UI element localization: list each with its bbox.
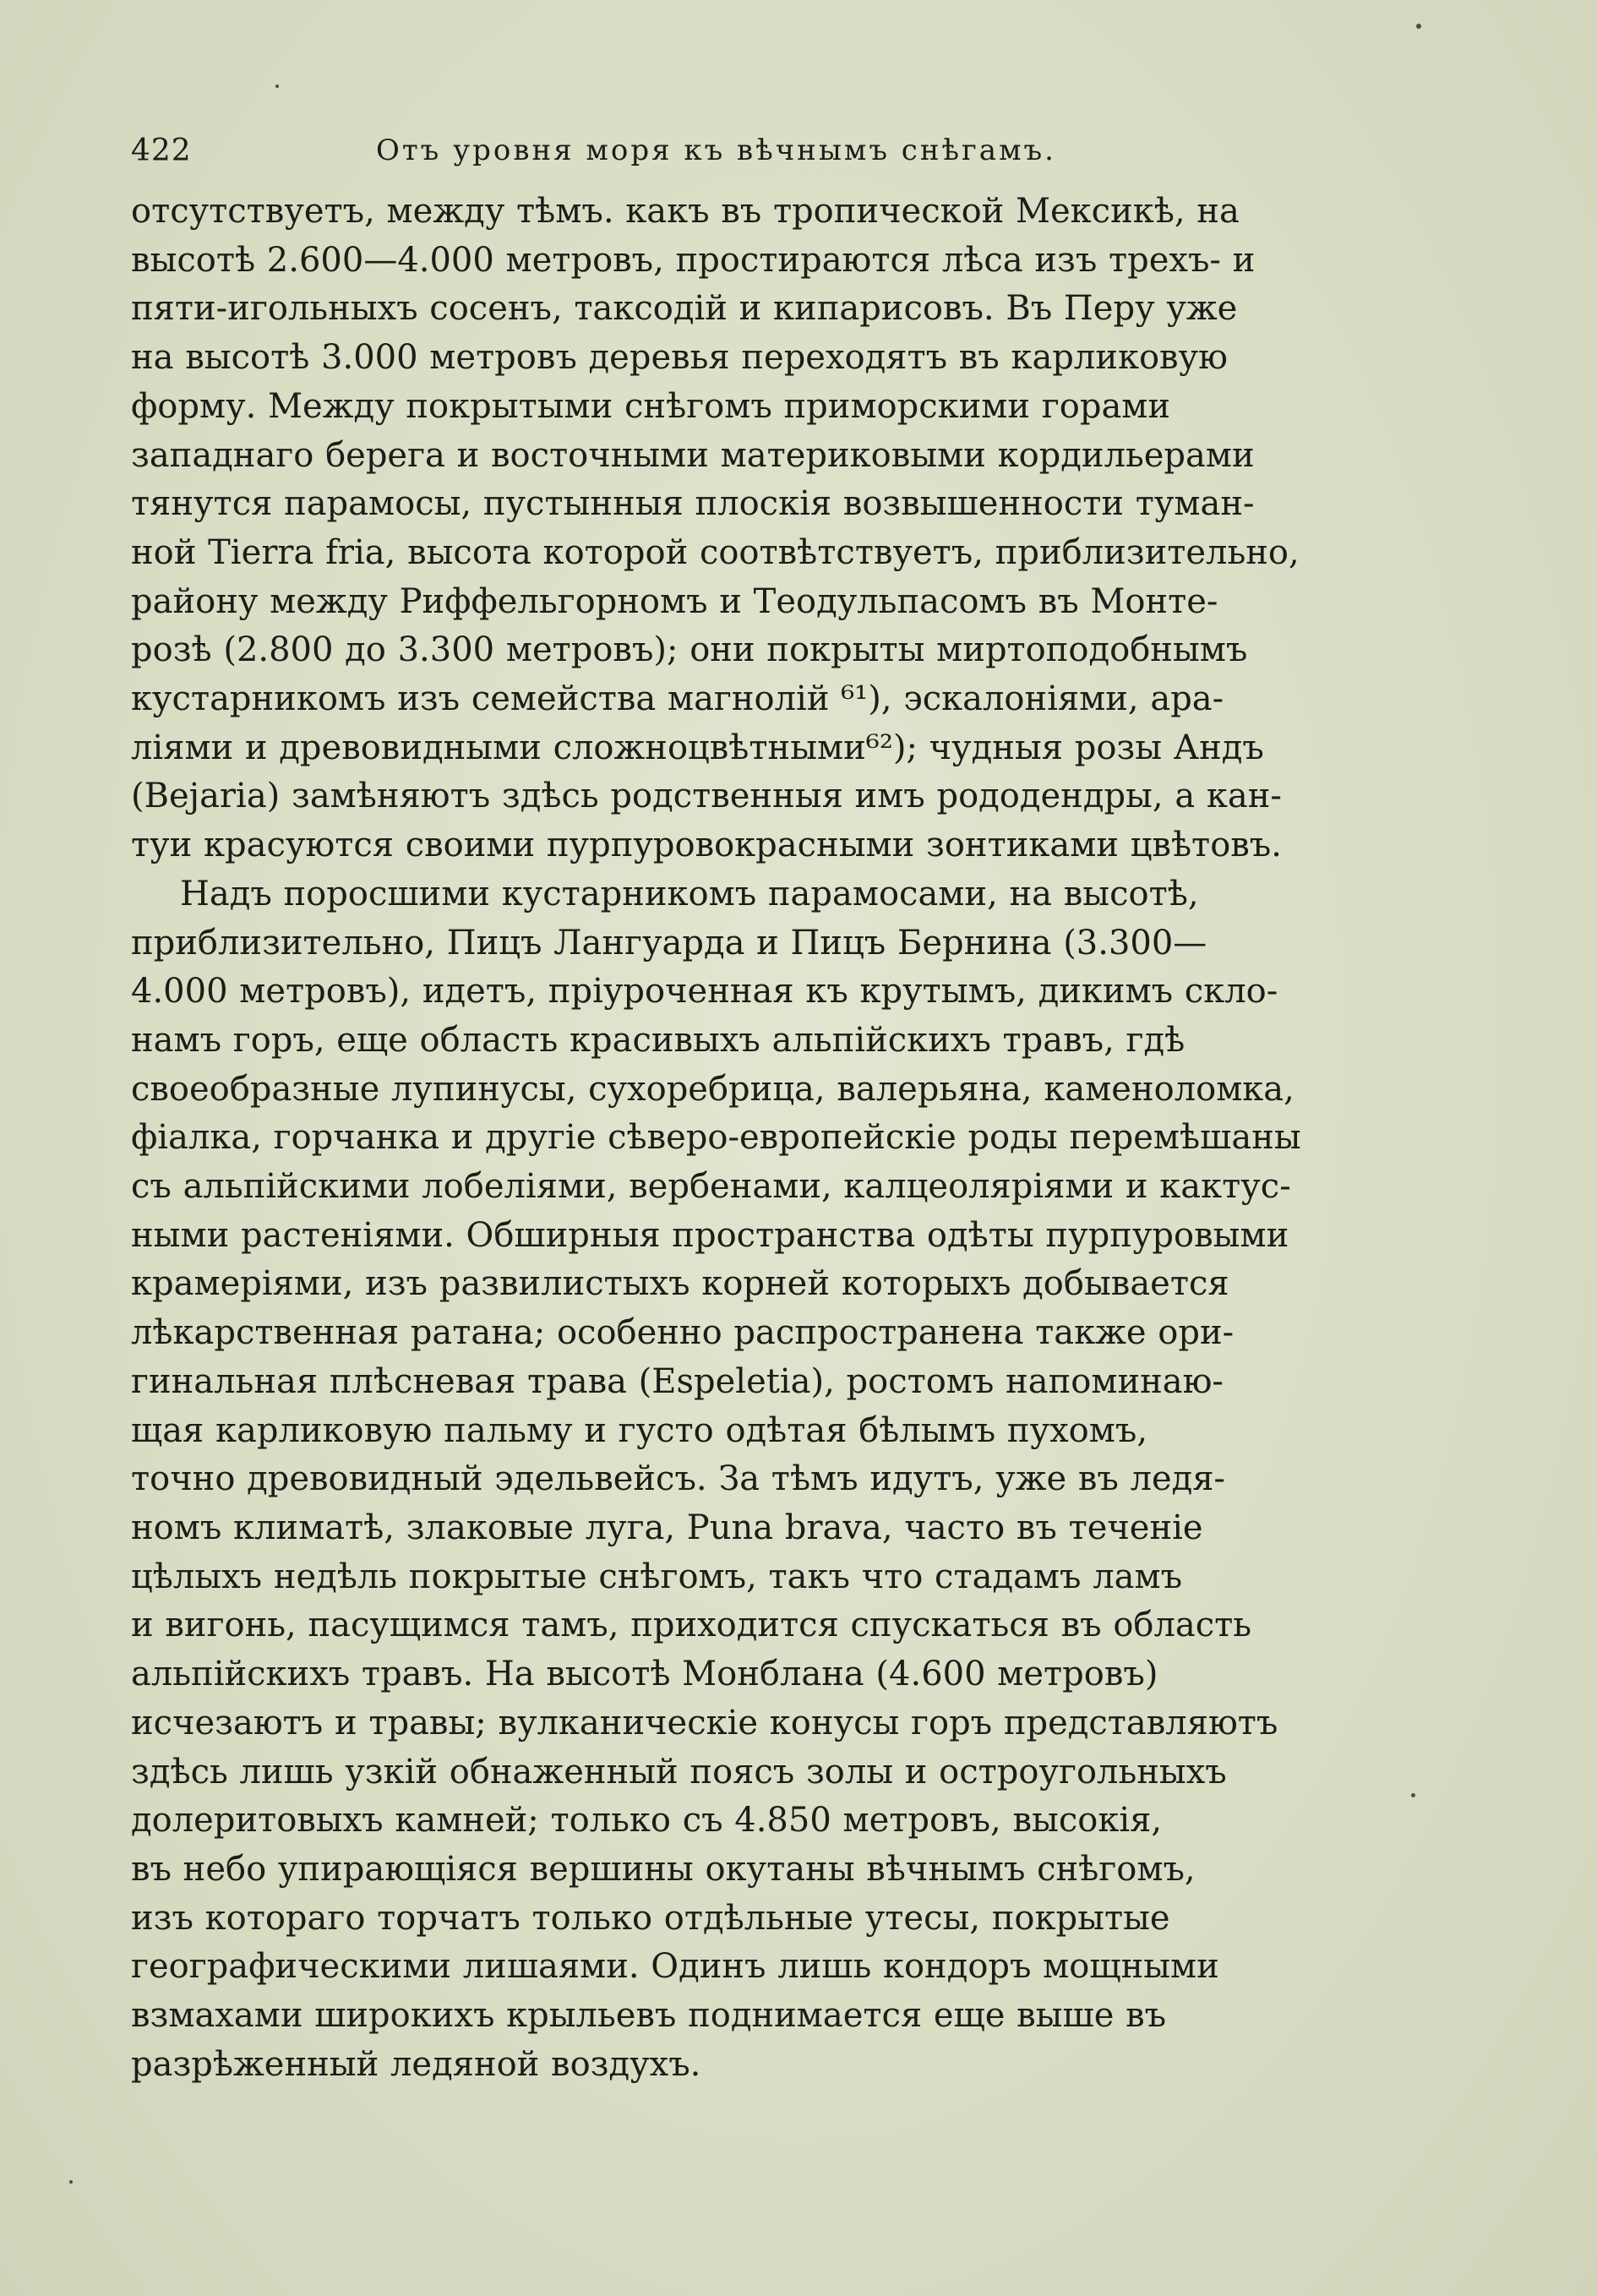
paragraph-1 — [131, 188, 1390, 870]
text-line: исчезаютъ и травы; вулканическіе конусы горъ представляютъ — [131, 1703, 1278, 1742]
text-line: долеритовыхъ камней; только съ 4.850 метровъ, высокія, — [131, 1801, 1163, 1841]
text-line: (Bejaria) замѣняютъ здѣсь родственныя имъ рододендры, а кан- — [131, 777, 1282, 816]
text-line: отсутствуетъ, между тѣмъ. какъ въ тропической Мексикѣ, на — [131, 192, 1240, 231]
text-line: съ альпійскими лобеліями, вербенами, калцеоляріями и кактус- — [131, 1167, 1291, 1207]
text-line: приблизительно, Пицъ Лангуарда и Пицъ Бернина (3.300— — [131, 923, 1207, 963]
running-title: Отъ уровня моря къ вѣчнымъ снѣгамъ. — [376, 134, 1056, 167]
text-line: высотѣ 2.600—4.000 метровъ, простираются лѣса изъ трехъ- и — [131, 240, 1256, 280]
text-line: на высотѣ 3.000 метровъ деревья переходятъ въ карликовую — [131, 338, 1228, 378]
page-number: 422 — [131, 134, 192, 168]
text-line: ными растеніями. Обширныя пространства одѣты пурпуровыми — [131, 1215, 1289, 1255]
text-line: и вигонь, пасущимся тамъ, приходится спускаться въ область — [131, 1606, 1252, 1645]
text-line: 4.000 метровъ), идетъ, пріуроченная къ крутымъ, дикимъ скло- — [131, 972, 1278, 1012]
text-line: фіалка, горчанка и другіе сѣверо-европейскіе роды перемѣшаны — [131, 1118, 1301, 1158]
text-line: гинальная плѣсневая трава (Espeletia), ростомъ напоминаю- — [131, 1361, 1224, 1401]
text-line: щая карликовую пальму и густо одѣтая бѣлымъ пухомъ, — [131, 1410, 1148, 1450]
paper-speck — [275, 85, 279, 88]
text-line: альпійскихъ травъ. На высотѣ Монблана (4.600 метровъ) — [131, 1655, 1158, 1694]
text-line: лѣкарственная ратана; особенно распространена также ори- — [131, 1313, 1235, 1353]
paper-speck — [1416, 24, 1421, 29]
text-line: ліями и древовидными сложноцвѣтными⁶²); чудныя розы Андъ — [131, 728, 1264, 767]
text-line: разрѣженный ледяной воздухъ. — [131, 2044, 701, 2084]
paper-speck — [1411, 1793, 1415, 1797]
paper-speck — [69, 2180, 73, 2184]
text-line: крамеріями, изъ развилистыхъ корней которыхъ добывается — [131, 1264, 1229, 1304]
text-line: ной Tierra fria, высота которой соотвѣтствуетъ, приблизительно, — [131, 532, 1300, 572]
text-line: въ небо упирающіяся вершины окутаны вѣчнымъ снѣгомъ, — [131, 1849, 1196, 1889]
text-line: здѣсь лишь узкій обнаженный поясъ золы и остроугольныхъ — [131, 1752, 1227, 1792]
text-line: географическими лишаями. Одинъ лишь кондоръ мощными — [131, 1947, 1219, 1987]
text-line: намъ горъ, еще область красивыхъ альпійскихъ травъ, гдѣ — [131, 1020, 1185, 1060]
text-line: тянутся парамосы, пустынныя плоскія возвышенности туман- — [131, 484, 1255, 524]
body-text — [131, 188, 1390, 2089]
text-line: форму. Между покрытыми снѣгомъ приморскими горами — [131, 386, 1171, 426]
text-line: взмахами широкихъ крыльевъ поднимается еще выше въ — [131, 1996, 1167, 2036]
text-line: своеобразные лупинусы, сухоребрица, валерьяна, каменоломка, — [131, 1069, 1294, 1109]
text-line: кустарникомъ изъ семейства магнолій ⁶¹), эскалоніями, ара- — [131, 679, 1224, 719]
text-line: розѣ (2.800 до 3.300 метровъ); они покрыты миртоподобнымъ — [131, 630, 1248, 670]
text-line: району между Риффельгорномъ и Теодульпасомъ въ Монте- — [131, 581, 1218, 621]
paragraph-2 — [131, 870, 1390, 2090]
text-line: изъ котораго торчатъ только отдѣльные утесы, покрытые — [131, 1898, 1170, 1938]
text-line: точно древовидный эдельвейсъ. За тѣмъ идутъ, уже въ ледя- — [131, 1459, 1226, 1499]
text-line: цѣлыхъ недѣль покрытые снѣгомъ, такъ что стадамъ ламъ — [131, 1557, 1183, 1596]
text-line: Надъ поросшими кустарникомъ парамосами, на высотѣ, — [180, 874, 1199, 913]
page-header — [131, 127, 1390, 177]
text-line: номъ климатѣ, злаковые луга, Puna brava, часто въ теченіе — [131, 1508, 1203, 1547]
text-line: пяти-игольныхъ сосенъ, таксодій и кипарисовъ. Въ Перу уже — [131, 289, 1238, 329]
text-line: западнаго берега и восточными материковыми кордильерами — [131, 435, 1255, 475]
text-line: туи красуются своими пурпуровокрасными зонтиками цвѣтовъ. — [131, 826, 1282, 865]
